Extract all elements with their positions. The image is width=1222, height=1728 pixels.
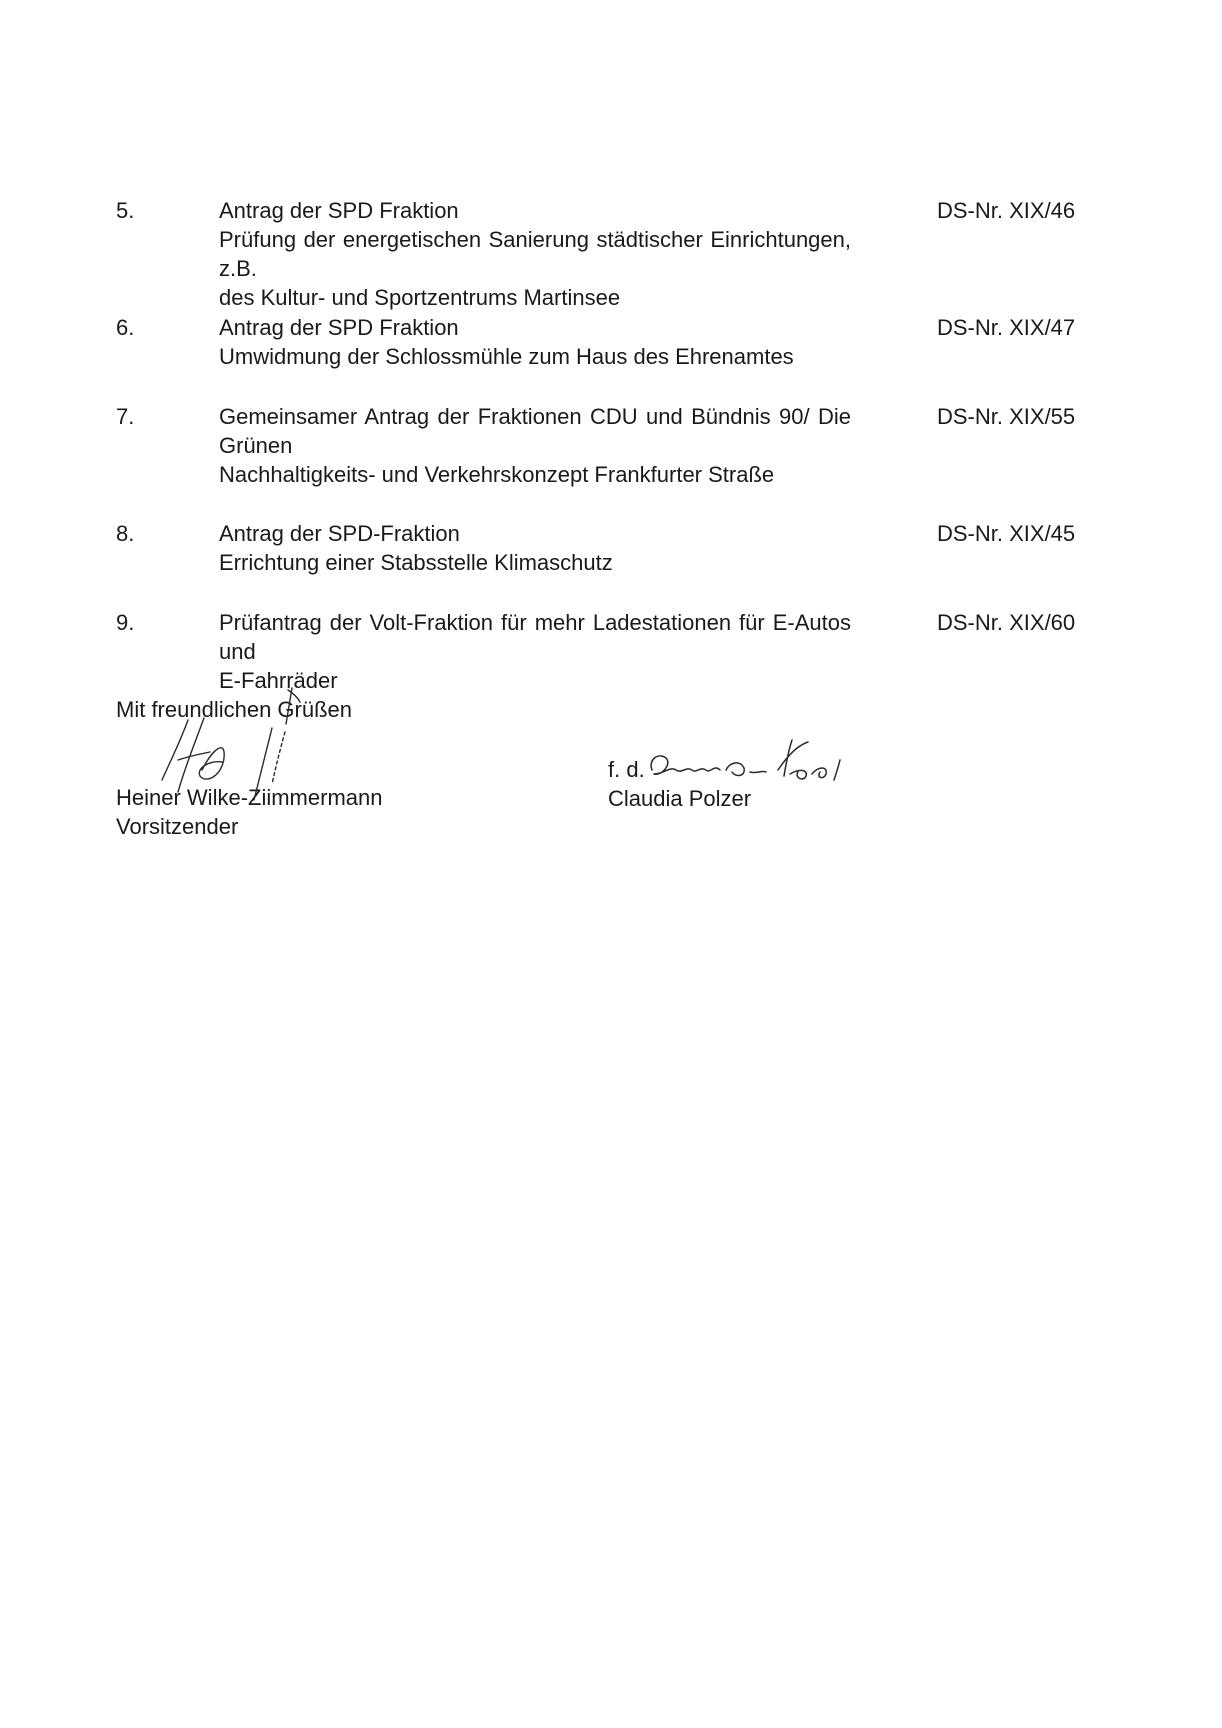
- signatory-name: Heiner Wilke-Ziimmermann: [116, 785, 383, 810]
- agenda-item-number: 5.: [116, 198, 135, 223]
- agenda-item-text: Umwidmung der Schlossmühle zum Haus des Ehrenamtes: [219, 344, 794, 369]
- signatory-role: Vorsitzender: [116, 814, 239, 839]
- agenda-item-body: [219, 313, 851, 371]
- agenda-item-title: Antrag der SPD-Fraktion: [219, 521, 460, 546]
- agenda-item-ds-number: DS-Nr. XIX/60: [937, 610, 1076, 635]
- agenda-item-body: [219, 196, 851, 312]
- agenda-item-ds-number: DS-Nr. XIX/55: [937, 404, 1076, 429]
- agenda-item-title: Gemeinsamer Antrag der Fraktionen CDU und Bündnis 90/ Die: [219, 404, 851, 429]
- closing-greeting: Mit freundlichen Grüßen: [116, 697, 352, 722]
- agenda-item-title: E-Fahrräder: [219, 668, 338, 693]
- agenda-item-body: [219, 402, 851, 489]
- agenda-item-text: Errichtung einer Stabsstelle Klimaschutz: [219, 550, 613, 575]
- agenda-item-ds-number: DS-Nr. XIX/46: [937, 198, 1076, 223]
- agenda-item-title: Antrag der SPD Fraktion: [219, 315, 459, 340]
- agenda-item-ds-number: DS-Nr. XIX/45: [937, 521, 1076, 546]
- agenda-item-ds-number: DS-Nr. XIX/47: [937, 315, 1076, 340]
- agenda-item-number: 8.: [116, 521, 135, 546]
- handwritten-signature-left: [140, 680, 320, 810]
- handwritten-signature-right: [640, 730, 860, 800]
- agenda-item-number: 7.: [116, 404, 135, 429]
- agenda-item-text: Prüfung der energetischen Sanierung städtischer Einrichtungen, z.B.: [219, 227, 851, 281]
- signatory-name: Claudia Polzer: [608, 786, 752, 811]
- agenda-item-title: Prüfantrag der Volt-Fraktion für mehr Ladestationen für E-Autos und: [219, 610, 851, 664]
- agenda-item-text: Nachhaltigkeits- und Verkehrskonzept Frankfurter Straße: [219, 462, 775, 487]
- agenda-item-title: Grünen: [219, 433, 293, 458]
- signatory-prefix: f. d.: [608, 757, 645, 782]
- agenda-item-text: des Kultur- und Sportzentrums Martinsee: [219, 285, 621, 310]
- agenda-item-number: 9.: [116, 610, 135, 635]
- agenda-item-title: Antrag der SPD Fraktion: [219, 198, 459, 223]
- agenda-item-number: 6.: [116, 315, 135, 340]
- agenda-item-body: [219, 519, 851, 577]
